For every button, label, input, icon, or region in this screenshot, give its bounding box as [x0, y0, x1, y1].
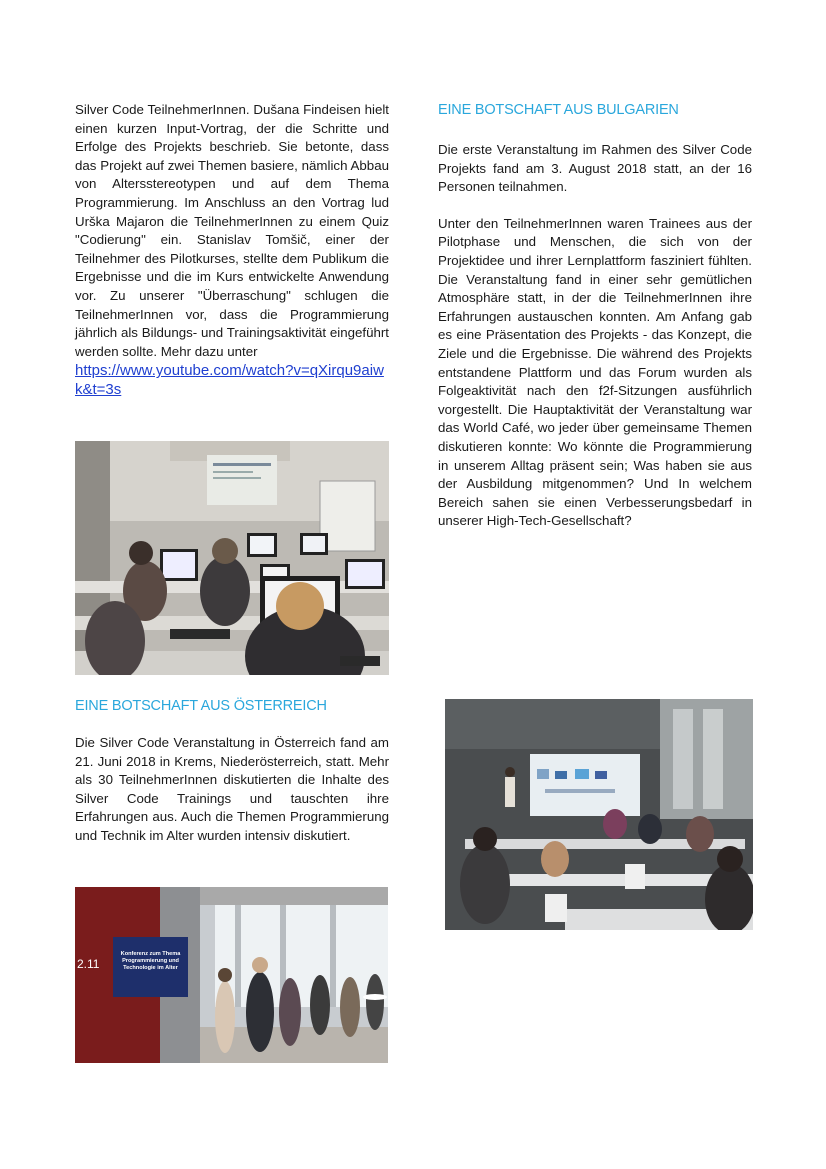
conference-sign-line-2: Programmierung und	[122, 958, 179, 964]
youtube-link[interactable]: https://www.youtube.com/watch?v=qXirqu9aiwk&t=3s	[75, 362, 384, 399]
bulgaria-event-photo	[445, 699, 753, 930]
left-intro	[75, 101, 389, 399]
austria-heading: EINE BOTSCHAFT AUS ÖSTERREICH	[75, 698, 327, 714]
conference-sign	[113, 951, 188, 972]
bulgaria-paragraph-1: Die erste Veranstaltung im Rahmen des Silver Code Projekts fand am 3. August 2018 statt, an der 16 Personen teilnahmen.	[438, 142, 752, 195]
austria-conference-photo	[75, 887, 388, 1063]
austria-paragraph: Die Silver Code Veranstaltung in Österreich fand am 21. Juni 2018 in Krems, Niederösterreich, statt. Mehr als 30 TeilnehmerInnen diskutierten die Inhalte des Silver Code Trainings und tauschten ihre Erfahrungen aus. Auch die Themen Programmierung und Technik im Alter wurden intensiv diskutiert.	[75, 735, 389, 843]
austria-section	[75, 698, 389, 846]
bulgaria-heading: EINE BOTSCHAFT AUS BULGARIEN	[438, 102, 679, 118]
bulgaria-paragraph-2: Unter den TeilnehmerInnen waren Trainees aus der Pilotphase und Menschen, die sich von der Projektidee und ihrer Lernplattform fasziniert fühlten. Die Veranstaltung fand in einer sehr gemütlichen Atmosphäre statt, in der die TeilnehmerInnen ihre Erfahrungen austauschen konnten. Am Anfang gab es eine Präsentation des Projekts - das Konzept, die Ziele und die Ergebnisse. Die während des Projekts entstandene Plattform und das Forum wurden als Folgeaktivität nach den f2f-Sitzungen ausführlich vorgestellt. Die Hauptaktivität der Veranstaltung war das World Café, wo jeder über gemeinsame Themen diskutieren konnte: Wo könnte die Programmierung in unserem Alltag präsent sein; Was haben sie aus der Ausbildung mitgenommen? Und In welchem Bereich sahen sie einen Verbesserungsbedarf in unserer High-Tech-Gesellschaft?	[438, 215, 752, 529]
room-number-label: 2.11	[77, 957, 100, 971]
austria-photo-svg	[75, 887, 388, 1063]
conference-sign-line-1: Konferenz zum Thema	[120, 951, 181, 957]
intro-paragraph: Silver Code TeilnehmerInnen. Dušana Findeisen hielt einen kurzen Input-Vortrag, der die Schritte und Erfolge des Projekts beschrieb. Sie betonte, dass das Projekt auf zwei Themen basiere, nämlich Abbau von Altersstereotypen und auf dem Thema Programmierung. Im Anschluss an den Vortrag lud Urška Majaron die TeilnehmerInnen zu einem Quiz "Codierung" ein. Stanislav Tomšič, einer der Teilnehmer des Pilotkurses, stellte dem Publikum die Ergebnisse und die im Kurs entwickelte Anwendung vor. Zu unserer "Überraschung" schlugen die TeilnehmerInnen vor, dass die Programmierung jährlich als Bildungs- und Trainingsaktivität eingeführt werden sollte. Mehr dazu unter	[75, 102, 389, 359]
bulgaria-section	[438, 102, 752, 531]
conference-sign-line-3: Technologie im Alter	[123, 965, 178, 971]
classroom-photo	[75, 441, 389, 675]
